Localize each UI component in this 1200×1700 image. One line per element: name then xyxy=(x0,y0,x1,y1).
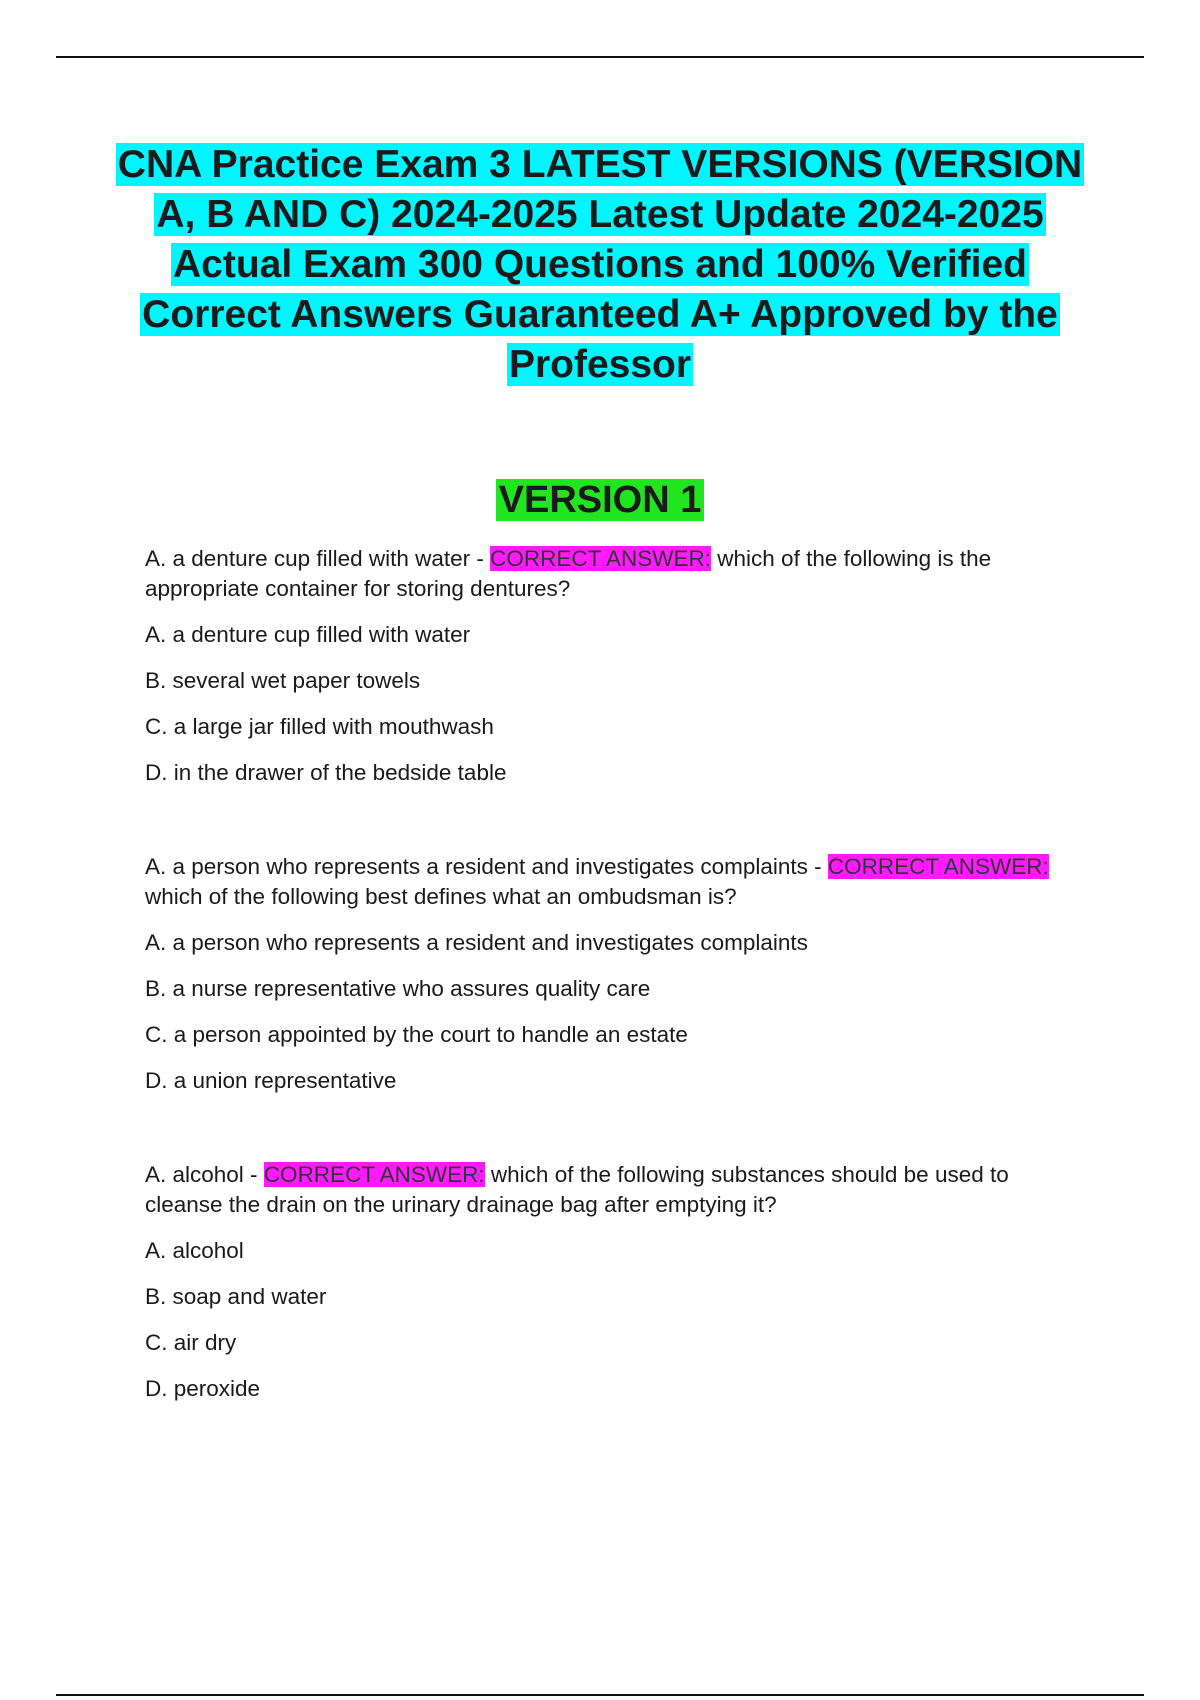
correct-answer-marker: CORRECT ANSWER: xyxy=(263,1162,485,1187)
version-heading-text: VERSION 1 xyxy=(496,479,705,521)
option-a: A. a denture cup filled with water xyxy=(145,622,471,647)
question-block-2 xyxy=(145,852,1080,1096)
answer-prefix: A. a denture cup filled with water - xyxy=(145,546,491,571)
question-stem: which of the following is the appropriate container for storing dentures? xyxy=(145,546,992,601)
option-a: A. a person who represents a resident and investigates complaints xyxy=(145,930,808,955)
question-text xyxy=(145,1160,1080,1220)
question-block-3 xyxy=(145,1160,1080,1404)
correct-answer-marker: CORRECT ANSWER: xyxy=(490,546,712,571)
question-block-1 xyxy=(145,544,1080,788)
questions-list xyxy=(145,544,1080,1468)
option-d: D. a union representative xyxy=(145,1068,397,1093)
top-rule xyxy=(56,56,1144,58)
version-heading xyxy=(0,476,1200,524)
question-text xyxy=(145,544,1080,604)
option-c: C. a large jar filled with mouthwash xyxy=(145,714,494,739)
option-a: A. alcohol xyxy=(145,1238,244,1263)
question-text xyxy=(145,852,1080,912)
option-b: B. several wet paper towels xyxy=(145,668,421,693)
option-d: D. peroxide xyxy=(145,1376,261,1401)
bottom-rule xyxy=(56,1694,1144,1696)
option-c: C. a person appointed by the court to handle an estate xyxy=(145,1022,688,1047)
document-title xyxy=(100,140,1100,390)
correct-answer-marker: CORRECT ANSWER: xyxy=(827,854,1049,879)
answer-prefix: A. a person who represents a resident and investigates complaints - xyxy=(145,854,828,879)
answer-prefix: A. alcohol - xyxy=(145,1162,264,1187)
option-b: B. soap and water xyxy=(145,1284,327,1309)
document-title-text: CNA Practice Exam 3 LATEST VERSIONS (VERSION A, B AND C) 2024-2025 Latest Update 2024-2025 Actual Exam 300 Questions and 100% Verified Correct Answers Guaranteed A+ Approved by the Professor xyxy=(117,143,1083,386)
question-stem: which of the following best defines what an ombudsman is? xyxy=(145,884,737,909)
option-b: B. a nurse representative who assures quality care xyxy=(145,976,651,1001)
option-d: D. in the drawer of the bedside table xyxy=(145,760,507,785)
question-stem: which of the following substances should be used to cleanse the drain on the urinary drainage bag after emptying it? xyxy=(145,1162,1009,1217)
option-c: C. air dry xyxy=(145,1330,237,1355)
